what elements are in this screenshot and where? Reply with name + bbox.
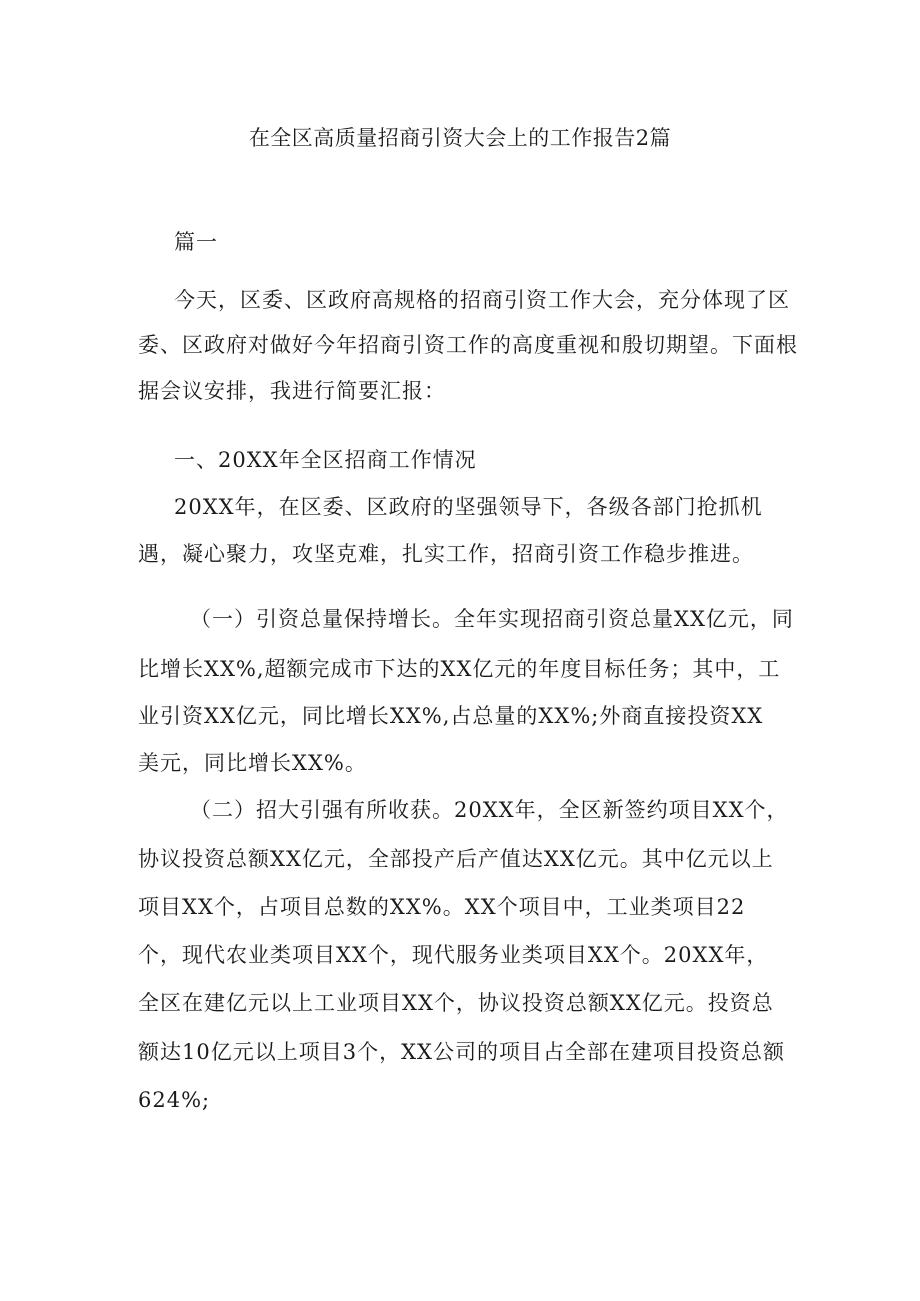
paragraph-line: 项目XX个，占项目总数的XX%。XX个项目中，工业类项目22 (138, 895, 746, 919)
paragraph-line: 比增长XX%,超额完成市下达的XX亿元的年度目标任务；其中，工 (138, 657, 781, 681)
section-heading-1: 一、20XX年全区招商工作情况 (174, 448, 477, 472)
paragraph-line: 个，现代农业类项目XX个，现代服务业类项目XX个。20XX年， (138, 943, 769, 967)
paragraph-line: 据会议安排，我进行简要汇报： (138, 379, 446, 403)
paragraph-line: （一）引资总量保持增长。全年实现招商引资总量XX亿元，同 (190, 607, 794, 631)
document-title: 在全区高质量招商引资大会上的工作报告2篇 (248, 126, 672, 150)
paragraph-line: 额达10亿元以上项目3个，XX公司的项目占全部在建项目投资总额 (138, 1040, 785, 1064)
paragraph-line: 遇，凝心聚力，攻坚克难，扎实工作，招商引资工作稳步推进。 (138, 542, 754, 566)
paragraph-line: 624%; (138, 1088, 211, 1112)
paragraph-line: 今天，区委、区政府高规格的招商引资工作大会，充分体现了区 (174, 288, 790, 312)
paragraph-line: 业引资XX亿元，同比增长XX%,占总量的XX%;外商直接投资XX (138, 704, 764, 728)
paragraph-line: 20XX年，在区委、区政府的坚强领导下，各级各部门抢抓机 (174, 495, 763, 519)
paragraph-line: （二）招大引强有所收获。20XX年，全区新签约项目XX个， (190, 798, 789, 822)
section-heading-part-one: 篇一 (174, 230, 218, 254)
paragraph-line: 全区在建亿元以上工业项目XX个，协议投资总额XX亿元。投资总 (138, 991, 774, 1015)
paragraph-line: 美元，同比增长XX%。 (138, 751, 367, 775)
paragraph-line: 委、区政府对做好今年招商引资工作的高度重视和殷切期望。下面根 (138, 333, 798, 357)
paragraph-line: 协议投资总额XX亿元，全部投产后产值达XX亿元。其中亿元以上 (138, 847, 774, 871)
